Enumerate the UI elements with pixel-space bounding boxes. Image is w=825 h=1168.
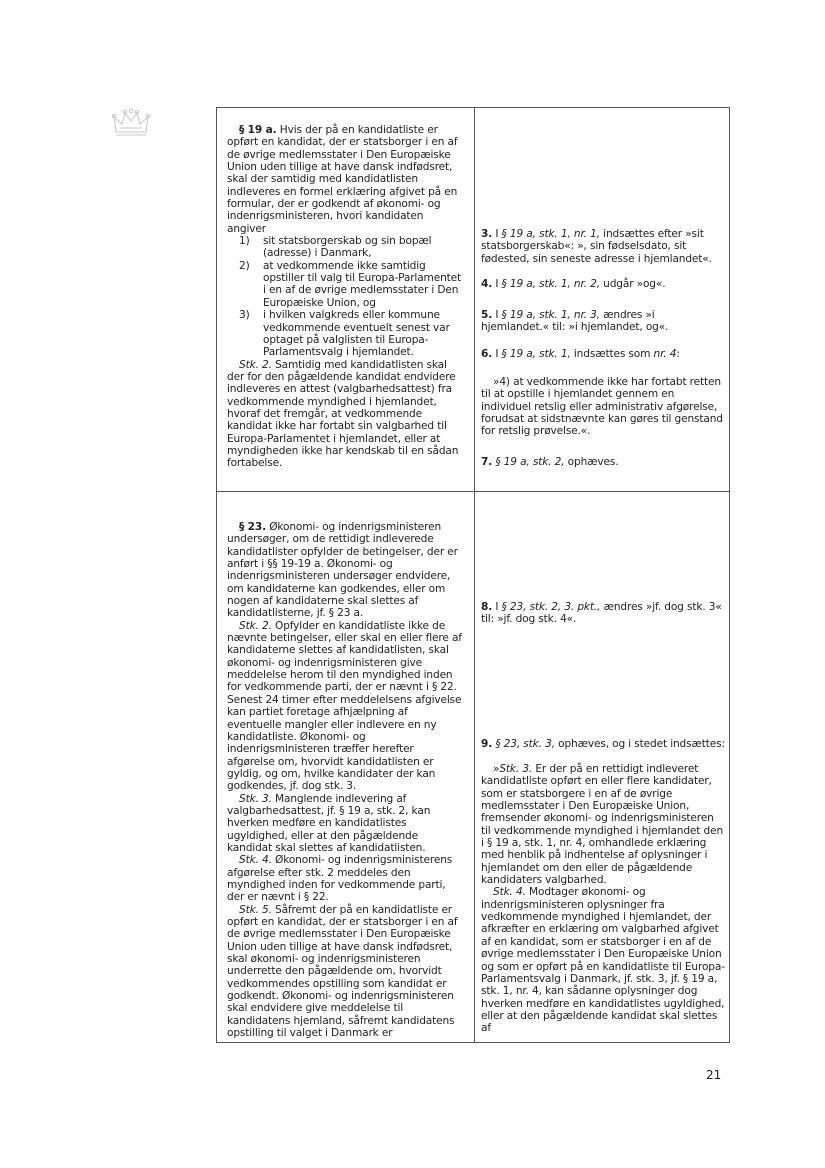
amendment-4: 4. I § 19 a, stk. 1, nr. 2, udgår »og«. [481,278,666,290]
crown-logo-icon [112,108,150,138]
amendment-6: 6. I § 19 a, stk. 1, indsættes som nr. 4: [481,348,680,360]
stk-label: Stk. 3. [499,763,533,775]
section-19a-heading: § 19 a. [239,124,277,136]
stk-label: Stk. 5. [239,903,272,916]
stk-label: Stk. 2. [239,619,272,632]
page-number: 21 [706,1068,722,1082]
amendment-9-quote: »Stk. 3. Er der på en rettidigt indleveret kandidatliste opført en eller flere kandidater, som er statsborgere i en af de øvrige medlemsstater i Den Europæiske Union, fremsender økonomi- og indenrigsministeren til vedkommende myndighed i hjemlandet den i § 19 a, stk. 1, nr. 4, omhandlede erklæring med henblik på indhentelse af oplysninger i hjemlandet om den eller de pågældende kandidaters valgbarhed. Stk. 4. Modtager økonomi- og indenrigsministeren oplysninger fra vedkommende myndighed i hjemlandet, der afkræfter en erklæring om valgbarhed afgivet af en kandidat, som er statsborger i en af de øvrige medlemsstater i Den Europæiske Union og som er opført på en kandidatliste til Europa-Parlamentsvalg i Danmark, jf. stk. 3, jf. § 19 a, stk. 1, nr. 4, kan sådanne oplysninger dog hverken medføre en kandidatlistes ugyldighed, eller at den pågældende kandidat skal slettes af [481,763,725,1035]
amendment-3: 3. I § 19 a, stk. 1, nr. 1, indsættes efter »sit statsborgerskab«: », sin fødselsdato, sit fødested, sin seneste adresse i hjemlandet«. [481,228,712,265]
row-divider [217,491,729,492]
list-item: 3) i hvilken valgkreds eller kommune vedkommende eventuelt senest var optaget på valglisten til Europa-Parlamentsvalg i hjemlandet. [239,309,450,359]
amendment-6-quote: »4) at vedkommende ikke har fortabt retten til at opstille i hjemlandet gennem en individuel retslig eller administrativ afgørelse, forudsat at sidstnævnte kan gøres til genstand for retslig prøvelse.«. [481,376,723,438]
stk-label: Stk. 4. [493,886,526,899]
amendment-8: 8. I § 23, stk. 2, 3. pkt., ændres »jf. dog stk. 3« til: »jf. dog stk. 4«. [481,601,722,626]
section-23-heading: § 23. [239,521,267,533]
column-divider [474,108,475,1042]
stk2-text: Samtidig med kandidatlisten skal der for den pågældende kandidat endvidere indleveres en attest (valgbarhedsattest) fra vedkommende myndighed i hjemlandet, hvoraf det fremgår, at vedkommende kandidat ikke har fortabt sin valgbarhed til Europa-Parlamentet i hjemlandet, eller at myndigheden ikke har kendskab til en sådan fortabelse. [227,358,459,470]
stk-label: Stk. 2. [239,358,272,371]
amendment-5: 5. I § 19 a, stk. 1, nr. 3, ændres »i hjemlandet.« til: »i hjemlandet, og«. [481,309,669,334]
amendment-7: 7. § 19 a, stk. 2, ophæves. [481,456,619,468]
list-item: 1) sit statsborgerskab og sin bopæl (adresse) i Danmark, [239,235,432,260]
list-item: 2) at vedkommende ikke samtidig opstiller til valg til Europa-Parlamentet i en af de øvrige medlemsstater i Den Europæiske Union, og [239,259,462,309]
current-law-section-23: § 23. Økonomi- og indenrigsministeren undersøger, om de rettidigt indleverede kandidatlister opfylder de betingelser, der er anført i §§ 19-19 a. Økonomi- og indenrigsministeren undersøger endvidere, om kandidaterne kan godkendes, eller om nogen af kandidaterne skal slettes af kandidatlisterne, jf. § 23 a. Stk. 2. Opfylder en kandidatliste ikke de nævnte betingelser, eller skal en eller flere af kandidaterne slettes af kandidatlisten, skal økonomi- og indenrigsministeren give meddelelse herom til den myndighed inden for vedkommende parti, der er nævnt i § 22. Senest 24 timer efter meddelelsens afgivelse kan partiet foretage afhjælpning af eventuelle mangler eller indlevere en ny kandidatliste. Økonomi- og indenrigsministeren træffer herefter afgørelse om, hvorvidt kandidatlisten er gyldig, og om, hvilke kandidater der kan godkendes, jf. dog stk. 3. Stk. 3. Manglende indlevering af valgbarhedsattest, jf. § 19 a, stk. 2, kan hverken medføre en kandidatlistes ugyldighed, eller at den pågældende kandidat skal slettes af kandidatlisten. Stk. 4. Økonomi- og indenrigsministerens afgørelse efter stk. 2 meddeles den myndighed inden for vedkommende parti, der er nævnt i § 22. Stk. 5. Såfremt der på en kandidatliste er opført en kandidat, der er statsborger i en af de øvrige medlemsstater i Den Europæiske Union uden tillige at have dansk indfødsret, skal økonomi- og indenrigsministeren underrette den pågældende om, hvorvidt vedkommendes opstilling som kandidat er godkendt. Økonomi- og indenrigsministeren skal endvidere give meddelelse til kandidatens hjemland, såfremt kandidatens opstilling til valget i Danmark er [227,521,462,1040]
section-19a-intro: Hvis der på en kandidatliste er opført en kandidat, der er statsborger i en af de øvrige medlemsstater i Den Europæiske Union uden tillige at have dansk indfødsret, skal der samtidig med kandidatlisten indleveres en formel erklæring afgivet på en formular, der er godkendt af økonomi- og indenrigsministeren, hvori kandidaten angiver [227,124,458,235]
current-law-section-19a [227,124,463,470]
stk-label: Stk. 3. [239,792,272,805]
stk-label: Stk. 4. [239,854,272,867]
amendment-9: 9. § 23, stk. 3, ophæves, og i stedet indsættes: [481,738,725,750]
comparison-table [216,107,730,1043]
section-19a-list [227,235,463,358]
